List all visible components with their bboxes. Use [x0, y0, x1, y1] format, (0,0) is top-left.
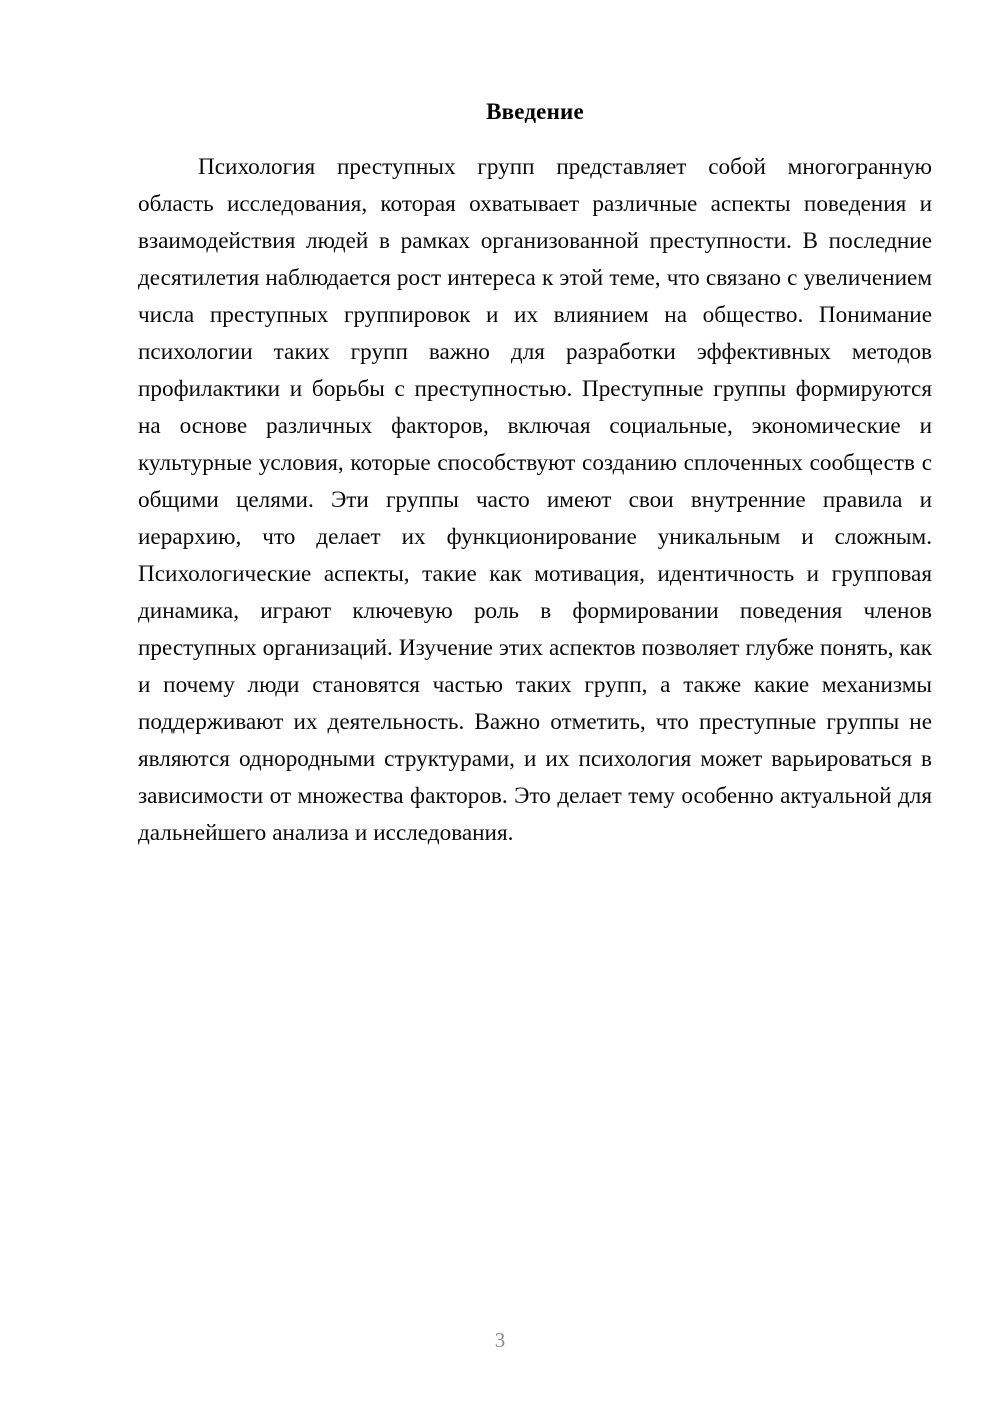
page-number: 3 — [494, 1328, 506, 1352]
page-title: Введение — [486, 99, 584, 124]
body-paragraph: Психология преступных групп представляет собой многогранную область исследования, которая охватывает различные аспекты поведения и взаимодействия людей в рамках организованной преступности. В последние десятилетия наблюдается рост интереса к этой теме, что связано с увеличением числа преступных группировок и их влиянием на общество. Понимание психологии таких групп важно для разработки эффективных методов профилактики и борьбы с преступностью. Преступные группы формируются на основе различных факторов, включая социальные, экономические и культурные условия, которые способствуют созданию сплоченных сообществ с общими целями. Эти группы часто имеют свои внутренние правила и иерархию, что делает их функционирование уникальным и сложным. Психологические аспекты, такие как мотивация, идентичность и групповая динамика, играют ключевую роль в формировании поведения членов преступных организаций. Изучение этих аспектов позволяет глубже понять, как и почему люди становятся частью таких групп, а также какие механизмы поддерживают их деятельность. Важно отметить, что преступные группы не являются однородными структурами, и их психология может варьироваться в зависимости от множества факторов. Это делает тему особенно актуальной для дальнейшего анализа и исследования. — [138, 154, 932, 846]
page-content — [138, 0, 932, 852]
